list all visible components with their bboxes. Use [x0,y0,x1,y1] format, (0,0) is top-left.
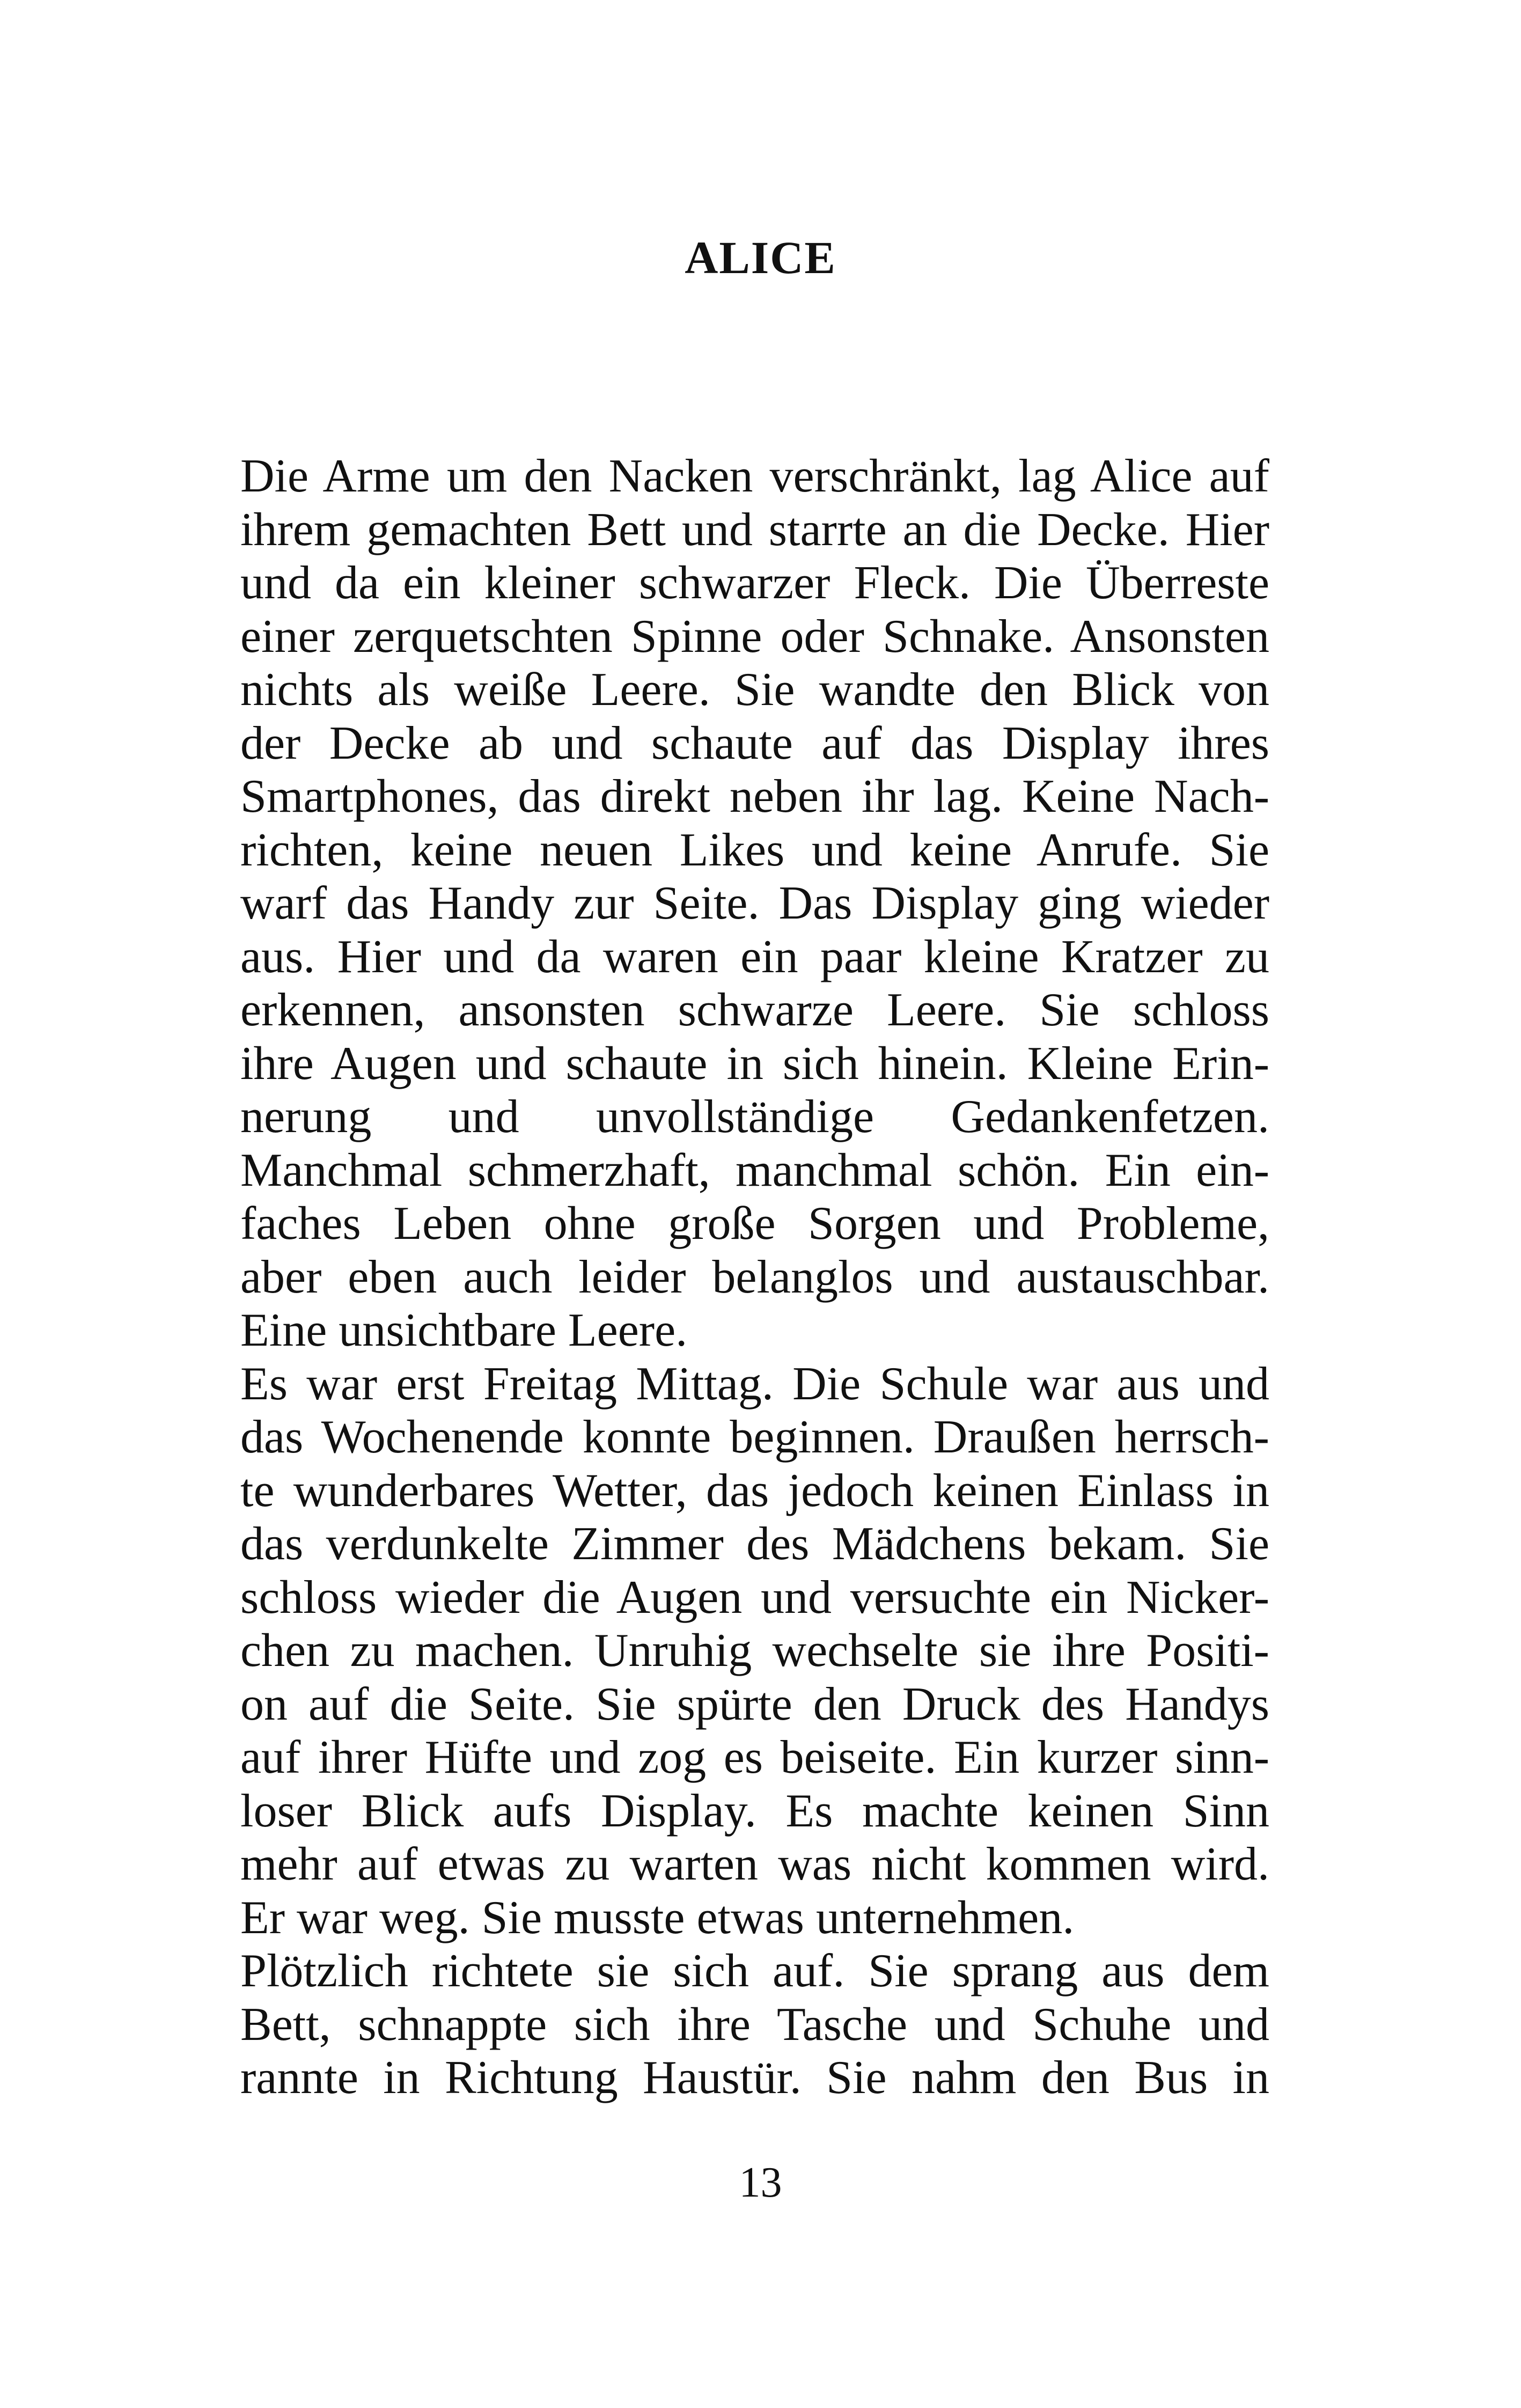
text-line: nichts als weiße Leere. Sie wandte den Blick von [240,664,1269,716]
text-line: aber eben auch leider belanglos und austauschbar. [240,1251,1269,1303]
text-line: erkennen, ansonsten schwarze Leere. Sie schloss [240,984,1269,1036]
text-line: einer zerquetschten Spinne oder Schnake. Ansonsten [240,610,1269,663]
text-line: ihrem gemachten Bett und starrte an die Decke. Hier [240,503,1269,556]
text-line: warf das Handy zur Seite. Das Display ging wieder [240,877,1269,929]
text-line: aus. Hier und da waren ein paar kleine Kratzer zu [240,930,1269,983]
text-line: schloss wieder die Augen und versuchte ein Nicker- [240,1571,1269,1624]
text-line: Es war erst Freitag Mittag. Die Schule war aus und [240,1357,1269,1410]
text-line: chen zu machen. Unruhig wechselte sie ihre Positi- [240,1625,1269,1677]
text-line: der Decke ab und schaute auf das Display ihres [240,717,1269,769]
chapter-title: ALICE [685,232,836,283]
text-line: ihre Augen und schaute in sich hinein. Kleine Erin- [240,1037,1269,1090]
text-line: Eine unsichtbare Leere. [240,1304,688,1356]
text-line: mehr auf etwas zu warten was nicht kommen wird. [240,1838,1269,1890]
text-line: Smartphones, das direkt neben ihr lag. Keine Nach- [240,770,1269,823]
text-line: Er war weg. Sie musste etwas unternehmen. [240,1891,1075,1944]
text-line: loser Blick aufs Display. Es machte keinen Sinn [240,1785,1269,1837]
text-line: Die Arme um den Nacken verschränkt, lag Alice auf [240,450,1269,502]
text-line: te wunderbares Wetter, das jedoch keinen Einlass in [240,1464,1269,1517]
text-line: Bett, schnappte sich ihre Tasche und Schuhe und [240,1998,1269,2051]
text-line: Plötzlich richtete sie sich auf. Sie sprang aus dem [240,1945,1269,1997]
text-line: rannte in Richtung Haustür. Sie nahm den Bus in [240,2052,1269,2104]
text-line: das Wochenende konnte beginnen. Draußen herrsch- [240,1411,1269,1463]
page-number: 13 [739,2159,782,2206]
text-line: richten, keine neuen Likes und keine Anrufe. Sie [240,824,1269,876]
text-line: Manchmal schmerzhaft, manchmal schön. Ein ein- [240,1144,1269,1196]
text-line: on auf die Seite. Sie spürte den Druck des Handys [240,1678,1269,1730]
text-line: das verdunkelte Zimmer des Mädchens bekam. Sie [240,1518,1269,1570]
text-line: und da ein kleiner schwarzer Fleck. Die Überreste [240,557,1269,609]
body-text [240,450,1269,2105]
text-line: faches Leben ohne große Sorgen und Probleme, [240,1198,1269,1250]
text-line: auf ihrer Hüfte und zog es beiseite. Ein kurzer sinn- [240,1731,1269,1783]
text-line: nerung und unvollständige Gedankenfetzen. [240,1091,1269,1143]
